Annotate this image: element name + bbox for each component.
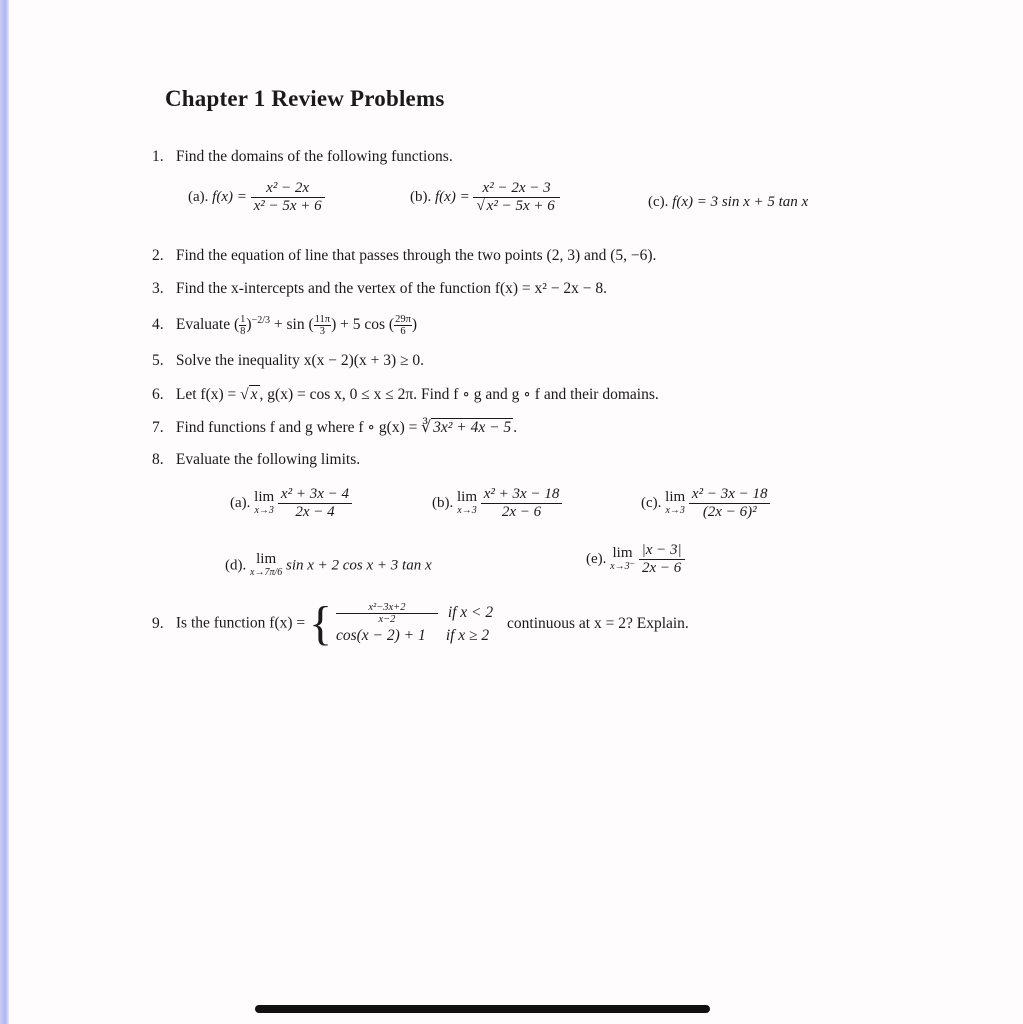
limit-approach: x→3 [254, 504, 274, 516]
radicand: x [250, 386, 258, 403]
radicand: 3x² + 4x − 5 [433, 419, 512, 436]
numerator: |x − 3| [641, 542, 682, 558]
fraction [689, 486, 771, 521]
denominator: 2x − 4 [278, 503, 352, 521]
problem-text-a: Find functions f and g where f ∘ g(x) = [175, 419, 418, 436]
denominator: 2x − 6 [639, 559, 685, 577]
problem-1b [410, 180, 560, 215]
numerator: 11π [314, 314, 331, 325]
denominator: 2x − 6 [481, 503, 563, 521]
limit-approach: x→3 [457, 504, 477, 516]
exponent: −2/3 [251, 314, 270, 326]
home-indicator[interactable] [255, 1005, 710, 1013]
denominator: (2x − 6)² [689, 503, 771, 521]
part-label: (a). [230, 494, 251, 511]
problem-text-b: , g(x) = cos x, 0 ≤ x ≤ 2π. Find f ∘ g and g ∘ f and their domains. [259, 386, 659, 403]
part-label: (a). [188, 188, 209, 205]
problem-text: Evaluate the following limits. [175, 451, 361, 468]
case-1-condition: if x < 2 [447, 603, 494, 621]
numerator: x² − 3x − 18 [691, 486, 768, 502]
problem-8a [230, 486, 352, 521]
lim-text: lim [612, 544, 633, 561]
denominator: 8 [240, 326, 246, 337]
problem-4: 4. Evaluate ( $\frac{1}{8}$ )$^{-2/3}$ + sin ( $\frac{11\pi}{3}$ ) + 5 cos ( $\frac{29\pi}{6}$ ) [152, 314, 418, 337]
limit-operator [254, 490, 274, 518]
problem-number: 3. [152, 280, 164, 297]
problem-1a [188, 180, 325, 215]
problem-1c [648, 194, 808, 211]
problem-number: 4. [152, 316, 164, 334]
limit-operator [457, 490, 477, 518]
problem-8b [432, 486, 562, 521]
part-label: (b). [432, 494, 454, 511]
problem-8 [152, 451, 360, 469]
piecewise-cases [336, 602, 493, 647]
part-label: (c). [648, 194, 669, 210]
denominator [473, 197, 559, 215]
case-2-condition: if x ≥ 2 [445, 626, 490, 644]
part-label: (b). [410, 188, 432, 205]
limit-operator [250, 552, 282, 580]
case-2-expression: cos(x − 2) + 1 [335, 626, 426, 644]
page-title: Chapter 1 Review Problems [165, 86, 445, 111]
problem-5 [152, 352, 424, 370]
cube-root-symbol: ∛ [421, 419, 432, 436]
part-label: (d). [225, 557, 247, 574]
problem-7 [152, 418, 517, 437]
function-lhs: f(x) = [435, 188, 470, 205]
lim-text: lim [254, 488, 275, 505]
fraction [481, 486, 563, 521]
fraction-29pi-6 [394, 314, 412, 337]
problem-8e [586, 542, 685, 577]
sqrt-symbol: √ [476, 198, 485, 214]
problem-9 [152, 597, 689, 650]
fraction-11pi-3 [314, 314, 331, 337]
problem-8d [225, 552, 432, 580]
sqrt-symbol: √ [240, 386, 249, 403]
numerator: x² − 2x [266, 180, 310, 196]
problem-number: 1. [152, 148, 164, 165]
sin-term: + sin [273, 316, 305, 334]
function-expression: f(x) = 3 sin x + 5 tan x [672, 194, 809, 210]
problem-tail: continuous at x = 2? Explain. [507, 614, 689, 632]
limit-approach: x→3⁻ [610, 560, 635, 572]
limit-operator [665, 490, 685, 518]
limit-approach: x→3 [665, 504, 685, 516]
radicand: x² − 5x + 6 [486, 198, 555, 214]
problem-lead: Evaluate [175, 316, 231, 334]
numerator: 1 [240, 314, 246, 325]
part-label: (e). [586, 550, 607, 567]
lim-text: lim [457, 488, 478, 505]
fraction [639, 542, 685, 577]
problem-number: 2. [152, 247, 164, 264]
problem-6 [152, 385, 659, 404]
problem-3 [152, 280, 607, 298]
fraction-one-eighth [239, 314, 246, 337]
denominator: x−2 [336, 613, 438, 625]
problem-text: Find the equation of line that passes through the two points (2, 3) and (5, −6). [175, 247, 657, 264]
cos-term: + 5 cos [340, 316, 386, 334]
problem-text: Solve the inequality x(x − 2)(x + 3) ≥ 0. [175, 352, 424, 369]
denominator: 3 [314, 325, 331, 337]
lim-text: lim [665, 488, 686, 505]
problem-lead: Is the function f(x) = [175, 614, 306, 632]
fraction [473, 180, 559, 215]
numerator: 29π [395, 314, 411, 325]
problem-number: 9. [152, 614, 164, 632]
problem-text-b: . [513, 419, 518, 436]
fraction [251, 180, 325, 215]
problem-text: Find the x-intercepts and the vertex of the function f(x) = x² − 2x − 8. [175, 280, 608, 297]
limit-expression: sin x + 2 cos x + 3 tan x [285, 557, 432, 574]
limit-approach: x→7π/6 [250, 567, 283, 578]
denominator: x² − 5x + 6 [251, 197, 325, 215]
numerator: x²−3x+2 [368, 601, 406, 613]
numerator: x² + 3x − 4 [280, 486, 349, 502]
case-1 [336, 602, 493, 625]
part-label: (c). [641, 494, 662, 511]
problem-number: 7. [152, 419, 164, 436]
limit-operator [610, 546, 635, 574]
left-brace: { [309, 597, 333, 650]
problem-2 [152, 247, 656, 265]
problem-8c [641, 486, 770, 521]
case-2 [336, 625, 493, 647]
lim-text: lim [256, 551, 277, 567]
problem-number: 6. [152, 386, 164, 403]
function-lhs: f(x) = [212, 188, 247, 205]
denominator: 6 [394, 325, 412, 337]
fraction [278, 486, 352, 521]
problem-text-a: Let f(x) = [175, 386, 237, 403]
numerator: x² + 3x − 18 [483, 486, 560, 502]
problem-number: 5. [152, 352, 164, 369]
problem-number: 8. [152, 451, 164, 468]
numerator: x² − 2x − 3 [482, 180, 551, 196]
problem-1 [152, 148, 453, 166]
case-1-fraction [336, 602, 438, 625]
problem-text: Find the domains of the following functions. [175, 148, 453, 165]
